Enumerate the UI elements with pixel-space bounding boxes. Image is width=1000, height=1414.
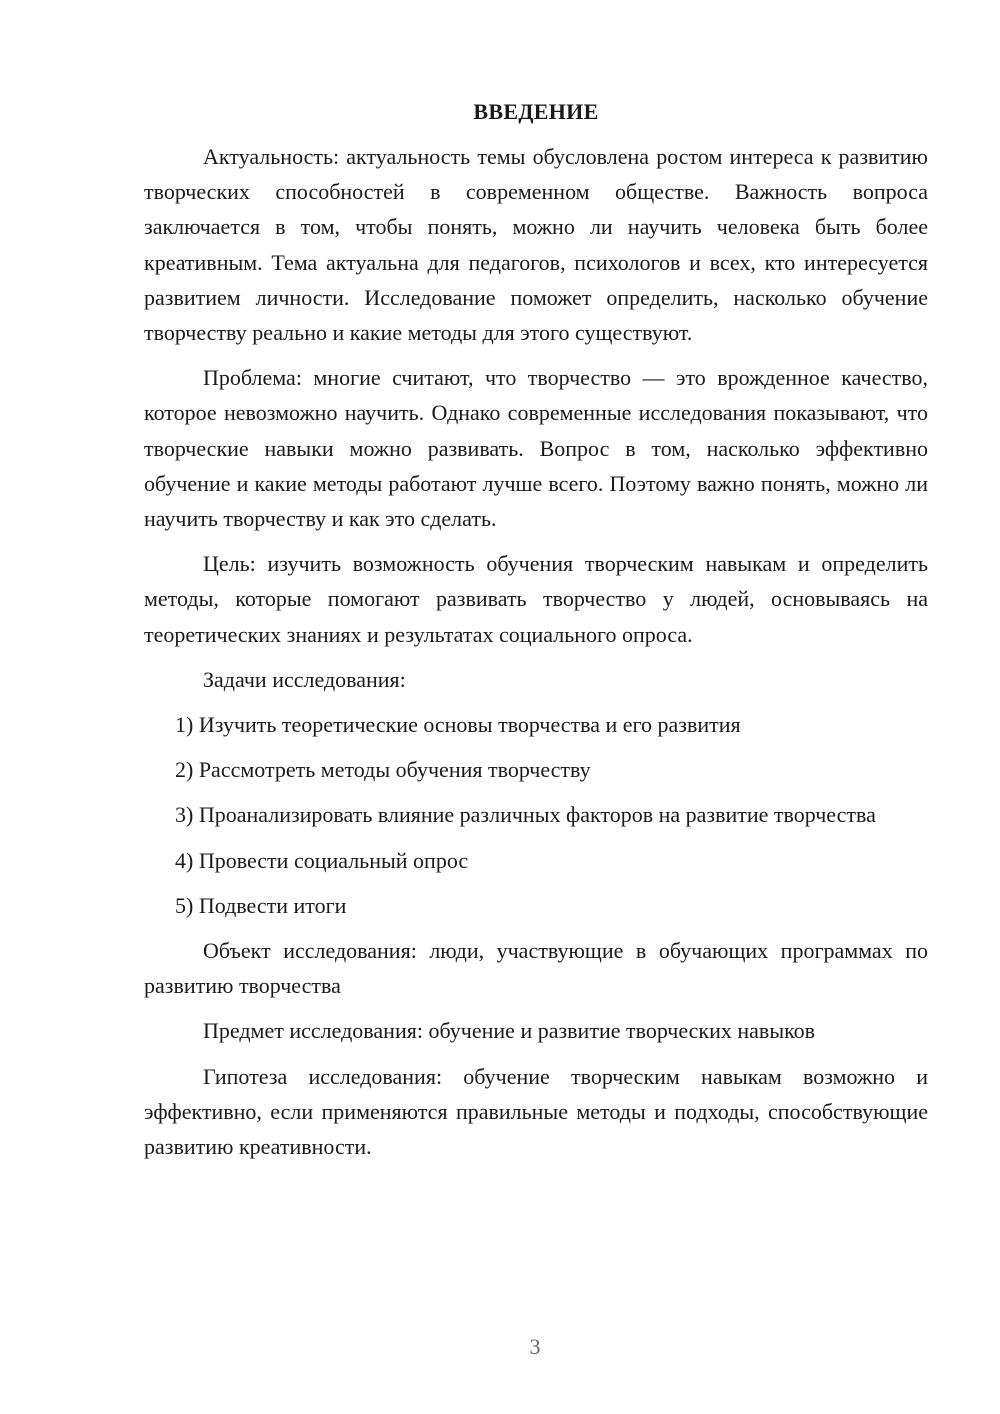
page-number: 3 [529, 1334, 541, 1359]
section-title: ВВЕДЕНИЕ [473, 99, 599, 124]
object-paragraph: Объект исследования: люди, участвующие в обучающих программах по развитию творчества [144, 938, 928, 999]
task-item-4: 4) Провести социальный опрос [175, 847, 469, 873]
task-item-2: 2) Рассмотреть методы обучения творчеству [175, 757, 591, 783]
tasks-heading: Задачи исследования: [203, 666, 406, 692]
problem-paragraph: Проблема: многие считают, что творчество — это врожденное качество, которое невозможно научить. Однако современные исследования показывают, что творческие навыки можно развивать. Вопрос в том, насколько эффективно обучение и какие методы работают лучше всего. Поэтому важно понять, можно ли научить творчеству и как это сделать. [144, 365, 928, 532]
task-item-3: 3) Проанализировать влияние различных факторов на развитие творчества [175, 802, 876, 828]
goal-paragraph: Цель: изучить возможность обучения творческим навыкам и определить методы, которые помогают развивать творчество у людей, основываясь на теоретических знаниях и результатах социального опроса. [144, 551, 928, 647]
relevance-paragraph: Актуальность: актуальность темы обусловлена ростом интереса к развитию творческих способностей в современном обществе. Важность вопроса заключается в том, чтобы понять, можно ли научить человека быть более креативным. Тема актуальна для педагогов, психологов и всех, кто интересуется развитием личности. Исследование поможет определить, насколько обучение творчеству реально и какие методы для этого существуют. [144, 144, 928, 346]
task-item-1: 1) Изучить теоретические основы творчества и его развития [175, 712, 741, 738]
task-item-5: 5) Подвести итоги [175, 892, 347, 918]
subject-paragraph: Предмет исследования: обучение и развитие творческих навыков [203, 1018, 816, 1044]
hypothesis-paragraph: Гипотеза исследования: обучение творческим навыкам возможно и эффективно, если применяются правильные методы и подходы, способствующие развитию креативности. [144, 1063, 928, 1160]
page-content [144, 94, 928, 1164]
